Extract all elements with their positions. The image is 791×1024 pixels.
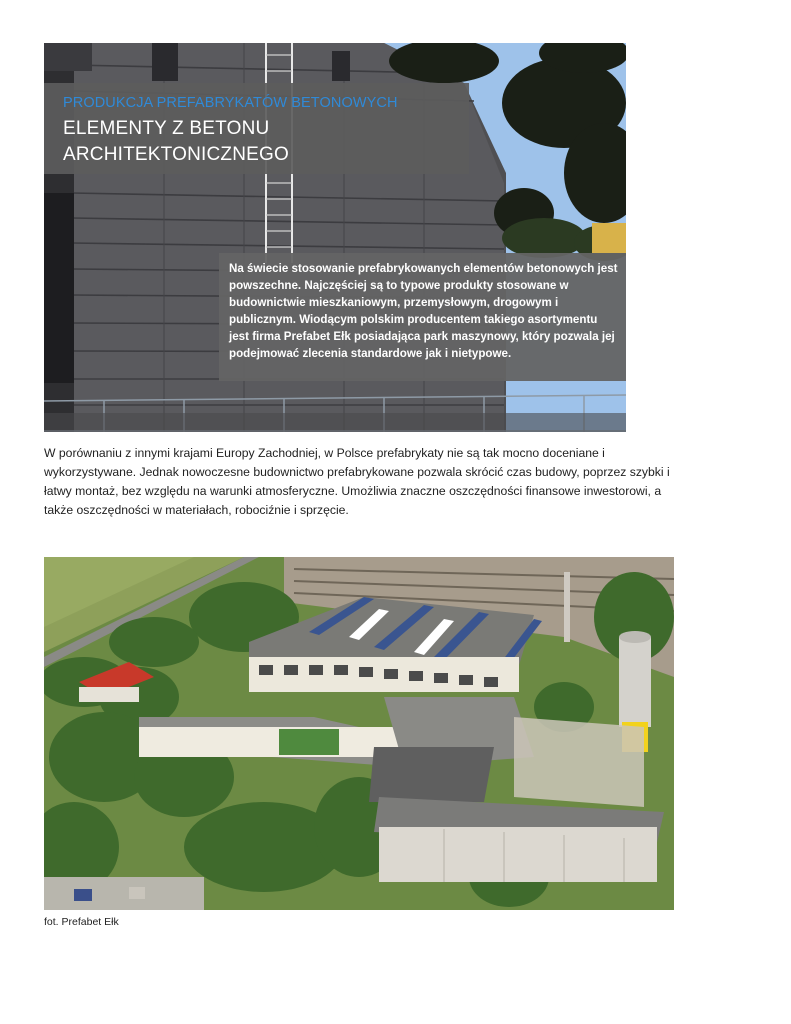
page-title-line-2: ARCHITEKTONICZNEGO	[63, 144, 289, 165]
aerial-photo	[44, 557, 674, 910]
hero-photo	[44, 43, 626, 432]
intro-text: Na świecie stosowanie prefabrykowanych elementów betonowych jest powszechne. Najczęściej są to typowe produkty stosowane w budownictwie mieszkaniowym, przemysłowym, drogowym i publicznym. Wiodącym polskim producentem takiego asortymentu jest firma Prefabet Ełk posiadająca park maszynowy, który pozwala jej podejmować zlecenia standardowe jak i nietypowe.	[229, 262, 618, 360]
factory-aerial-image	[44, 557, 674, 910]
photo-caption: fot. Prefabet Ełk	[44, 916, 119, 928]
intro-overlay	[219, 253, 626, 381]
title-overlay	[44, 83, 469, 174]
body-paragraph: W porównaniu z innymi krajami Europy Zachodniej, w Polsce prefabrykaty nie są tak mocno doceniane i wykorzystywane. Jednak nowoczesne budownictwo prefabrykowane pozwala skrócić czas budowy, poprzez szybki i łatwy montaż, bez względu na warunki atmosferyczne. Umożliwia znaczne oszczędności finansowe inwestorowi, a także oszczędności w materiałach, robociźnie i sprzęcie.	[44, 446, 670, 517]
page-title-line-1: ELEMENTY Z BETONU	[63, 118, 270, 139]
section-kicker: PRODUKCJA PREFABRYKATÓW BETONOWYCH	[63, 95, 398, 111]
